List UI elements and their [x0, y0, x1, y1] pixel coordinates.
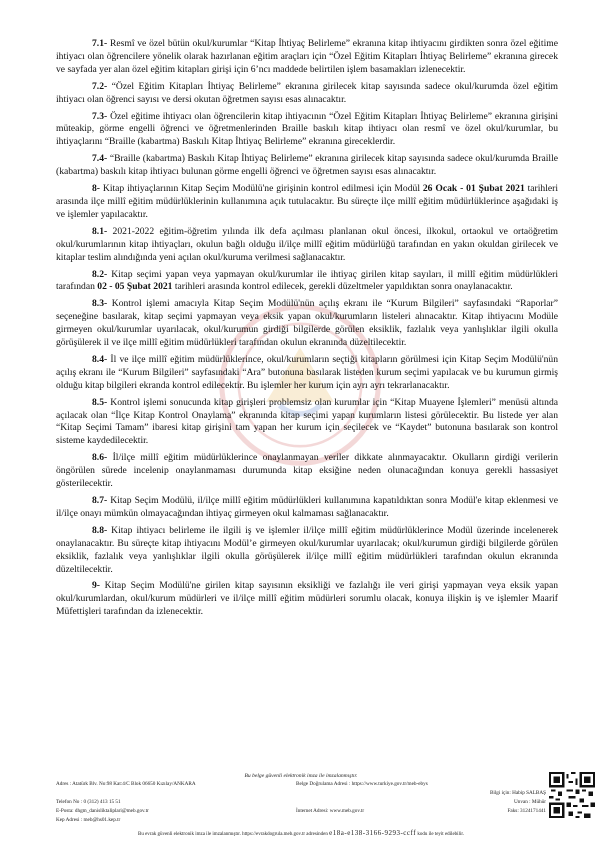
- paragraph-8-6: [56, 452, 558, 491]
- paragraph-number: 7.1-: [92, 38, 108, 49]
- paragraph-text: İl ve ilçe millî eğitim müdürlüklerince, okul/kurumların seçtiği kitapların görülmesi için Kitap Seçim Modülü'nün açılış ekranı ile “Kurum Bilgileri” sayfasındaki “Ara” butonuna basılarak listeden kurum seçimi yapılacak ve bu kurumun girmiş olduğu kitap bilgileri ekranda kontrol edilecektir. Bu işlemler her kurum için ayrı ayrı tekrarlanacaktır.: [56, 353, 558, 391]
- verification-prefix: Bu evrak güvenli elektronik imza ile imzalanmıştır. https://evrakdogrula.meb.gov.tr adresinden: [138, 832, 328, 837]
- paragraph-number: 7.3-: [92, 110, 108, 122]
- paragraph-text: Kitap ihtiyacı belirleme ile ilgili iş ve işlemler il/ilçe millî eğitim müdürlüklerince Modül üzerinde incelenerek onaylanacaktır. Bu süreçte kitap ihtiyacını Modül’e girmeyen okul/kurumlar uyarılacak; okul/kurumun girdiği bilgilerde görülen eksiklik, fazlalık veya yanlışlıklar ilgili okulla görüşülerek il/ilçe millî eğitim müdürlükleri tarafından okulun ekranında düzeltilecektir.: [56, 524, 558, 575]
- paragraph-8-7: [56, 495, 558, 521]
- info-contact: Bilgi için: Habip SALBAŞ: [489, 790, 546, 796]
- kep-address: Kep Adresi : meb@hs01.kep.tr: [56, 817, 121, 823]
- date-range: 02 - 05 Şubat 2021: [97, 281, 173, 293]
- paragraph-number: 8.7-: [92, 495, 108, 506]
- paragraph-8-1: [56, 226, 558, 265]
- paragraph-number: 7.4-: [92, 153, 108, 165]
- paragraph-7-3: [56, 111, 558, 150]
- paragraph-text: Kontrol işlemi sonucunda kitap girişleri problemsiz olan kurumlar için “Kitap Muayene İşlemleri” menüsü altında açılacak olan “İlçe Kitap Kontrol Onaylama” ekranında kitap seçimi yapan kurumların listesi görülecektir. Bu listede yer alan “Kitap Seçimi Tamam” ibaresi kitap girişini tam yapan her kurum için seçilecek ve “Kaydet” butonuna basılarak son kontrol sisteme kaydedilecektir.: [56, 396, 558, 447]
- paragraph-9: [56, 580, 558, 619]
- paragraph-text: “Braille (kabartma) Baskılı Kitap İhtiyaç Belirleme” ekranına girilecek kitap sayısında sadece okul/kurumda Braille (kabartma) baskılı kitap ihtiyacı bulunan görme engelli öğrenci ve öğretmen sayısı esas alınacaktır.: [56, 153, 558, 178]
- address: Adres : Atatürk Blv. No:98 Kat:4/C Blok 06650 Kızılay/ANKARA: [56, 781, 196, 787]
- paragraph-number: 8.4-: [92, 353, 108, 365]
- document-body: [56, 38, 558, 623]
- paragraph-text: Resmî ve özel bütün okul/kurumlar “Kitap İhtiyaç Belirleme” ekranına kitap ihtiyacını girdikten sonra özel eğitime ihtiyacı olan öğrencilere yönelik olarak hazırlanan eğitim araçları için “Özel Eğitim Kitapları İhtiyaç Belirleme” ekranına girecek ve sayfada yer alan özel eğitim kitapları girişi için 6’ncı maddede belirtilen işlem basamakları izlenecektir.: [56, 38, 558, 75]
- paragraph-text: Kitap seçimi yapan veya yapmayan okul/kurumlar ile ihtiyaç girilen kitap sayıları, il millî eğitim müdürlükleri tarafından: [56, 268, 558, 293]
- paragraph-8-4: [56, 354, 558, 393]
- paragraph-number: 7.2-: [92, 80, 108, 92]
- paragraph-number: 8.5-: [92, 396, 108, 408]
- verification-suffix: kodu ile teyit edilebilir.: [417, 832, 464, 837]
- paragraph-text: tarihleri arasında ilçe millî eğitim müdürlüklerinin kullanımına açık tutulacaktır. Bu süreçte ilçe millî eğitim müdürlüklerince aşağıdaki iş ve işlemler yapılacaktır.: [56, 183, 559, 220]
- document-footer: [56, 772, 546, 839]
- paragraph-text: Kontrol işlemi amacıyla Kitap Seçim Modülü'nün açılış ekranı ile “Kurum Bilgileri” sayfasındaki “Raporlar” seçeneğine basılarak, kitap seçimi yapmayan veya eksik yapan okul/kurumların listeleri alınacaktır. Kitap ihtiyacını Modüle girmeyen okul/kurumlar uyarılacak, okul/kurumun girdiği bilgilerde görülen eksiklik, fazlalık veya yanlışlıklar ilgili okulla görüşülerek il ve ilçe millî eğitim müdürlükleri tarafından okulun ekranında düzeltilecektir.: [56, 298, 558, 349]
- paragraph-number: 8.6-: [92, 452, 108, 464]
- paragraph-8-8: [56, 525, 558, 577]
- phone: Telefon No : 0 (312) 413 15 51: [56, 799, 121, 805]
- paragraph-text: Özel eğitime ihtiyacı olan öğrencilerin kitap ihtiyacının “Özel Eğitim Kitapları İhtiyaç Belirleme” ekranına girişini müteakip, görme engelli öğrenci ve öğretmenlerinden Braille baskılı kitap ihtiyacı olan resmî ve özel okul/kurumlar, bu ihtiyaçlarını “Braille (kabartma) Baskılı Kitap İhtiyaç Belirleme” ekranına gireceklerdir.: [56, 110, 558, 148]
- paragraph-8: [56, 183, 558, 222]
- qr-code-icon: [549, 772, 595, 818]
- fax: Faks: 3124171441: [507, 808, 546, 814]
- paragraph-text: tarihleri arasında kontrol edilecek, gerekli düzeltmeler yapıldıktan sonra onaylanacaktır.: [172, 281, 513, 293]
- paragraph-number: 8-: [92, 183, 100, 195]
- paragraph-text: Kitap Seçim Modülü'ne girilen kitap sayısının eksikliği ve fazlalığı ile veri girişi yapmayan veya eksik yapan okul/kurumlardan, okul/kurum müdürleri ve il/ilçe millî eğitim müdürleri sorumlu olacak, konuya ilişkin iş ve işlemler Maarif Müfettişleri tarafından da izlenecektir.: [56, 580, 558, 618]
- paragraph-text: 2021-2022 eğitim-öğretim yılında ilk defa açılması planlanan okul öncesi, ilkokul, ortaokul ve ortaöğretim okul/kurumlarının kitap ihtiyaçları, okulun bağlı olduğu il/ilçe millî eğitim müdürlüğü tarafından en yakın okuldan girilecek ve kitaplar teslim alındığında yeni açılan okul/kuruma verilmesi sağlanacaktır.: [56, 225, 558, 263]
- verify-address[interactable]: Belge Doğrulama Adresi : https://www.turkiye.gov.tr/meb-ebys: [296, 781, 428, 787]
- paragraph-number: 8.1-: [92, 225, 108, 237]
- paragraph-text: Kitap ihtiyaçlarının Kitap Seçim Modülü'ne girişinin kontrol edilmesi için Modül: [100, 183, 423, 195]
- paragraph-8-2: [56, 269, 558, 295]
- verification-note: [56, 829, 546, 839]
- paragraph-7-4: [56, 153, 558, 179]
- verification-code: e18a-e138-3166-9293-ccff: [329, 829, 417, 837]
- date-range: 26 Ocak - 01 Şubat 2021: [422, 183, 525, 195]
- signed-notice: Bu belge güvenli elektronik imza ile imzalanmıştır.: [244, 773, 358, 779]
- paragraph-number: 8.8-: [92, 524, 108, 536]
- paragraph-8-5: [56, 397, 558, 449]
- paragraph-number: 8.2-: [92, 268, 108, 280]
- paragraph-number: 9-: [92, 580, 100, 592]
- paragraph-text: “Özel Eğitim Kitapları İhtiyaç Belirleme” ekranına girilecek kitap sayısında sadece okul/kurumda özel eğitim ihtiyacı olan öğrenci sayısı ve dersi okutan öğretmen sayısı esas alınacaktır.: [56, 80, 558, 105]
- paragraph-8-3: [56, 298, 558, 350]
- paragraph-7-2: [56, 81, 558, 107]
- paragraph-text: Kitap Seçim Modülü, il/ilçe millî eğitim müdürlükleri kullanımına kapatıldıktan sonra Modül'e kitap eklenmesi ve il/ilçe onayı mümkün olmayacağından ihtiyaç girmeyen okul kalmaması sağlanacaktır.: [56, 495, 558, 519]
- title: Unvan : Mühür: [514, 799, 546, 805]
- paragraph-number: 8.3-: [92, 298, 108, 310]
- web-address[interactable]: İnternet Adresi: www.meb.gov.tr: [296, 808, 365, 814]
- paragraph-7-1: [56, 38, 558, 77]
- paragraph-text: İl/ilçe millî eğitim müdürlüklerince onaylanmayan veriler dikkate alınmayacaktır. Okulların girdiği verilerin öngörülen sürede incelenip onaylanmaması durumunda kitap eksiğine neden olunacağından konuya gerekli hassasiyet gösterilecektir.: [56, 452, 558, 490]
- email[interactable]: E-Posta: dhgm_danisliktaliplari@meb.gov.tr: [56, 808, 149, 814]
